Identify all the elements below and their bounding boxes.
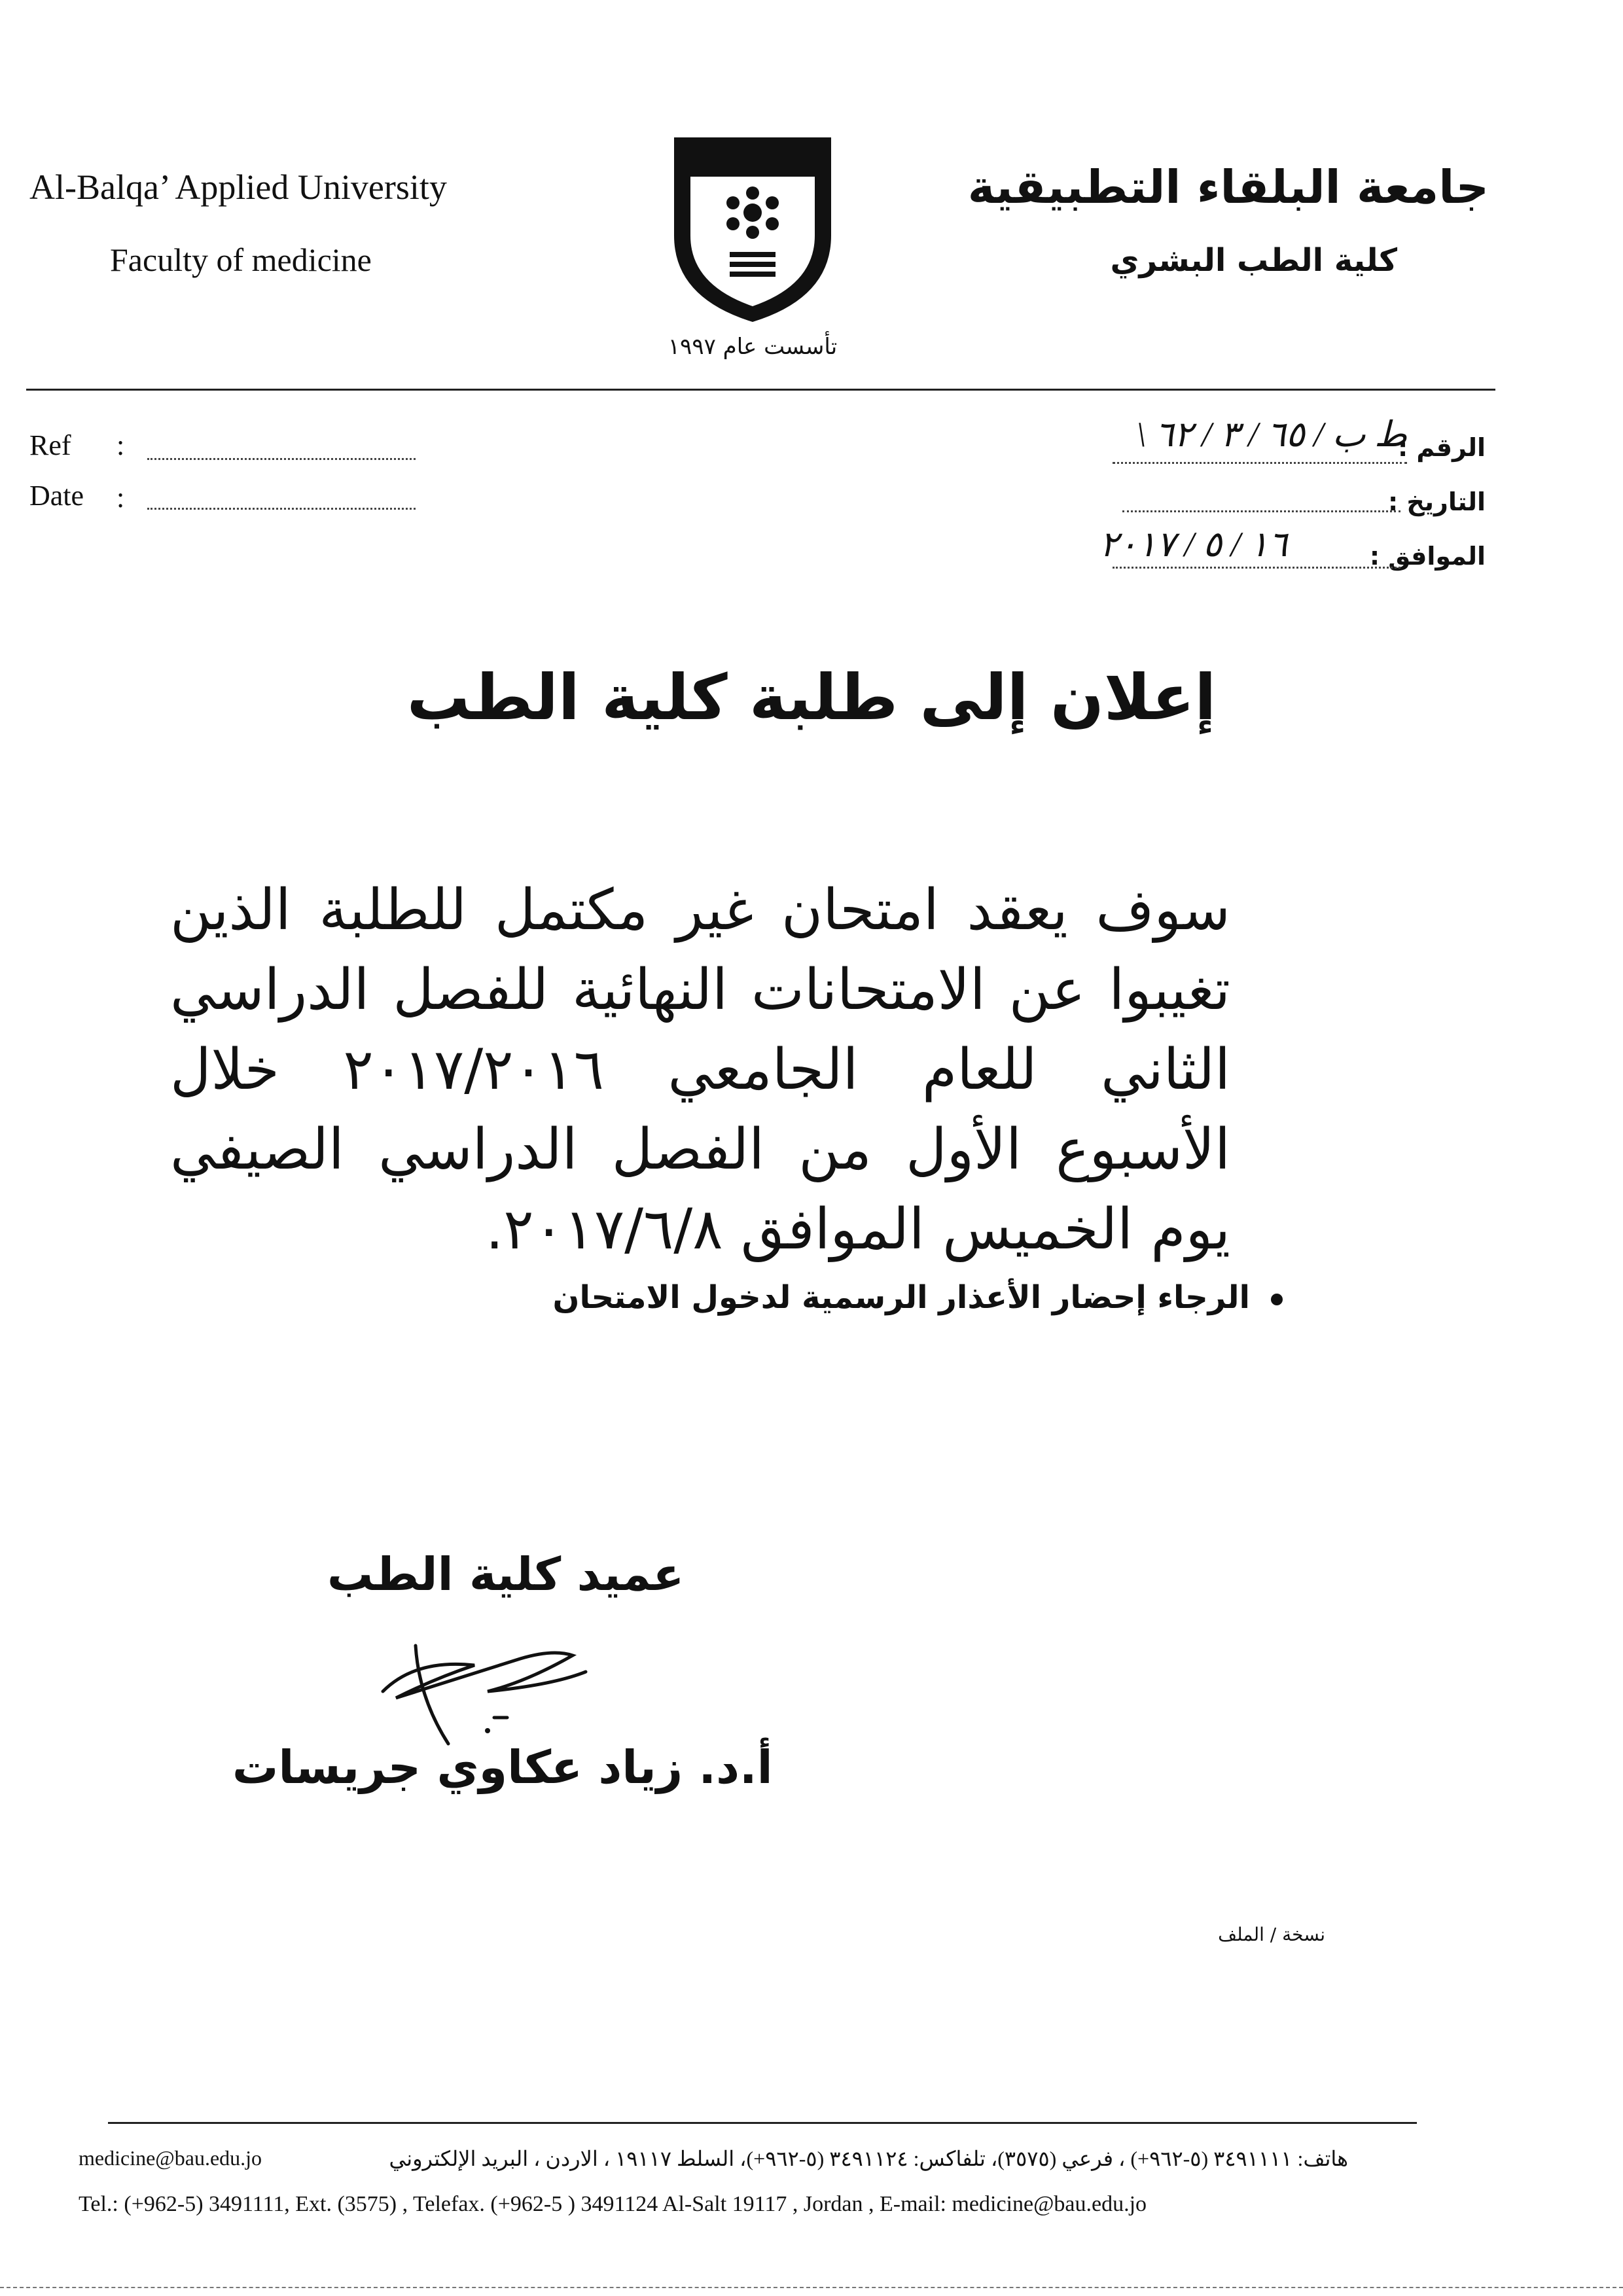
date-label: Date xyxy=(29,480,84,512)
bullet-text: الرجاء إحضار الأعذار الرسمية لدخول الامتحان xyxy=(552,1279,1250,1316)
ref-colon: : xyxy=(116,429,125,461)
ar-corresp-value: ١٦ / ٥ / ٢٠١٧ xyxy=(1099,525,1288,564)
date-field xyxy=(147,508,416,510)
footer-divider xyxy=(108,2122,1417,2124)
page-bottom-edge xyxy=(0,2287,1623,2288)
announcement-body: سوف يعقد امتحان غير مكتمل للطلبة الذين تغيبوا عن الامتحانات النهائية للفصل الدراسي الثاني للعام الجامعي ٢٠١٧/٢٠١٦ خلال الأسبوع الأول من الفصل الدراسي الصيفي يوم الخميس الموافق ٢٠١٧/٦/٨. xyxy=(170,877,1230,1262)
footer-email[interactable]: medicine@bau.edu.jo xyxy=(79,2146,262,2170)
ar-number-label: الرقم : xyxy=(1397,433,1486,462)
ar-corresp-field xyxy=(1113,567,1400,569)
ar-date-label: التاريخ : xyxy=(1387,487,1486,516)
shield-icon xyxy=(661,131,844,327)
dean-name: أ.د. زياد عكاوي جريسات xyxy=(232,1740,773,1794)
ref-field xyxy=(147,458,416,460)
footer-contact-ar: هاتف: ٣٤٩١١١١ (٥-٩٦٢+) ، فرعي (٣٥٧٥)، تلفاكس: ٣٤٩١١٢٤ (٥-٩٦٢+)، السلط ١٩١١٧ ، الاردن ، البريد الإلكتروني xyxy=(389,2147,1348,2170)
university-name-ar: جامعة البلقاء التطبيقية xyxy=(967,160,1489,214)
university-logo xyxy=(661,131,844,327)
founded-year: تأسست عام ١٩٩٧ xyxy=(668,334,838,360)
footer-arabic-line xyxy=(79,2146,1348,2171)
copy-note: نسخة / الملف xyxy=(1218,1924,1325,1945)
university-name-en: Al-Balqa’ Applied University xyxy=(29,168,447,207)
ar-number-field xyxy=(1113,462,1407,464)
faculty-name-en: Faculty of medicine xyxy=(110,241,372,278)
dean-title: عميد كلية الطب xyxy=(327,1547,685,1601)
bullet-note xyxy=(553,1279,1283,1316)
ar-corresp-label: الموافق : xyxy=(1369,542,1486,571)
ref-label: Ref xyxy=(29,429,71,461)
announcement-title: إعلان إلى طلبة كلية الطب xyxy=(406,661,1217,734)
date-colon: : xyxy=(116,482,125,514)
faculty-name-ar: كلية الطب البشري xyxy=(1110,242,1397,279)
ar-date-field xyxy=(1122,510,1400,512)
ar-number-value: ط ب / ٦٥ / ٣ / ٦٢ \ xyxy=(1136,415,1407,454)
header-divider xyxy=(26,389,1495,391)
signature-mark xyxy=(357,1619,632,1750)
bullet-icon xyxy=(1271,1294,1283,1305)
footer-english-line: Tel.: (+962-5) 3491111, Ext. (3575) , Telefax. (+962-5 ) 3491124 Al-Salt 19117 , Jordan , E-mail: medicine@bau.edu.jo xyxy=(79,2192,1147,2216)
